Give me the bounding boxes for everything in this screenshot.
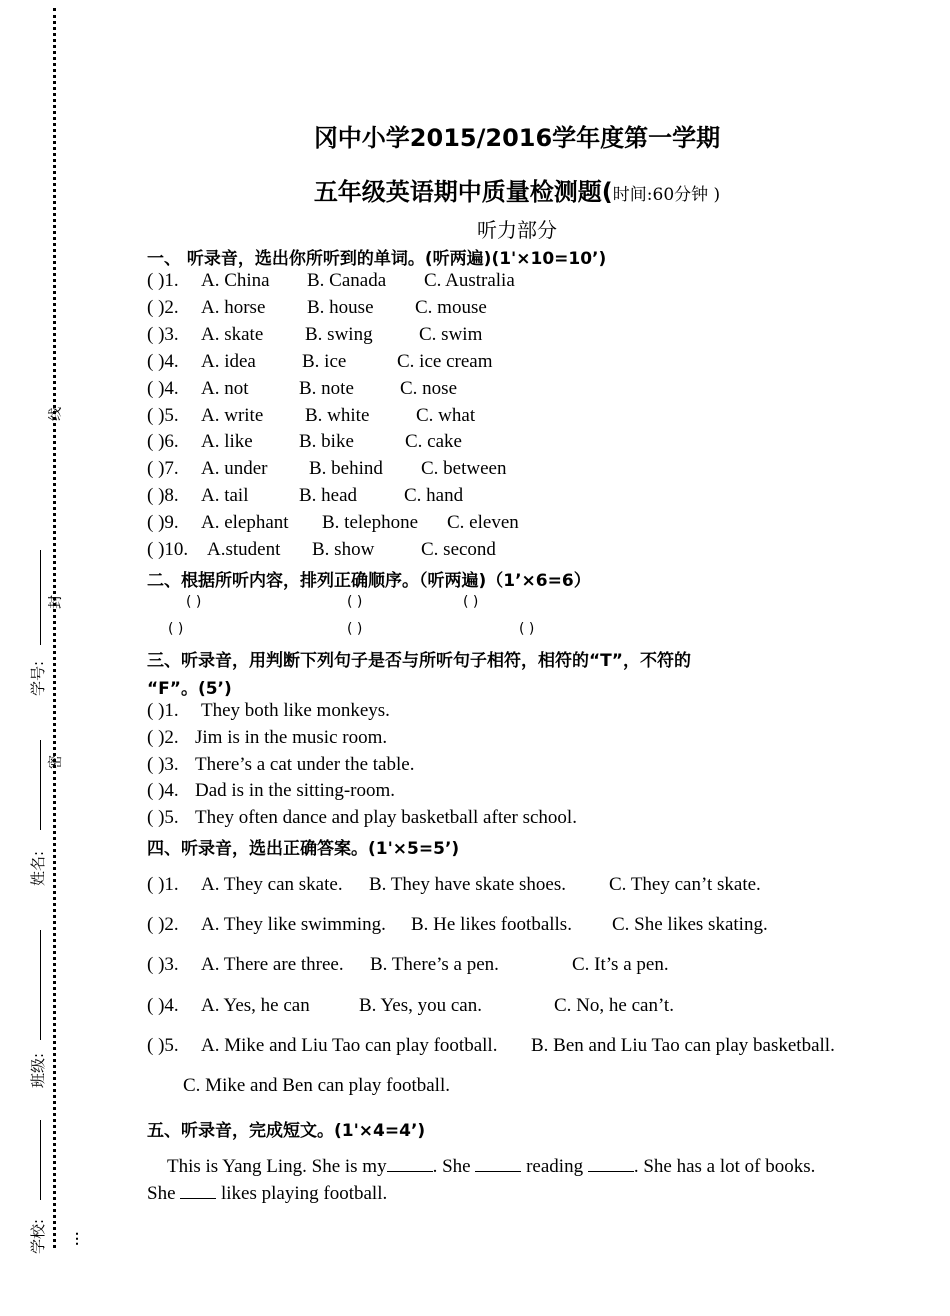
exam-title-line2: [147, 172, 887, 207]
answer-paren[interactable]: ( )5.: [147, 404, 179, 426]
seal-line-char: 线: [48, 407, 64, 421]
option-a: A. China: [201, 270, 270, 291]
option-c: C. hand: [404, 485, 464, 507]
option-c: C. ice cream: [397, 350, 493, 372]
answer-paren[interactable]: ( )5.: [147, 1034, 179, 1056]
answer-paren[interactable]: ( )2.: [147, 726, 179, 748]
option-c: C. Mike and Ben can play football.: [183, 1074, 450, 1096]
option-c: C. mouse: [415, 296, 487, 318]
passage-text-4: . She has a lot of books.: [633, 1156, 816, 1177]
passage-blank-3[interactable]: [588, 1155, 634, 1172]
option-a: A.student: [207, 539, 281, 560]
exam-title-line1: 冈中小学2015/2016学年度第一学期: [313, 124, 721, 152]
section3-heading-line2: “F”。(5’): [147, 679, 232, 699]
order-blank-6[interactable]: ( ): [519, 621, 535, 637]
listening-part-title: 听力部分: [477, 218, 557, 242]
passage-blank-1[interactable]: [387, 1155, 433, 1172]
statement: They both like monkeys.: [201, 700, 390, 721]
class-label: 班级:: [29, 1052, 48, 1089]
option-b: B. He likes footballs.: [411, 914, 572, 936]
answer-paren[interactable]: ( )4.: [147, 377, 179, 399]
option-c: C. They can’t skate.: [609, 874, 761, 895]
option-b: B. There’s a pen.: [370, 954, 499, 976]
answer-paren[interactable]: ( )1.: [147, 270, 179, 291]
statement: Jim is in the music room.: [195, 726, 388, 748]
statement: They often dance and play basketball after school.: [195, 807, 577, 829]
option-c: C. No, he can’t.: [554, 994, 674, 1016]
option-b: B. Canada: [307, 270, 387, 291]
option-a: A. like: [201, 431, 253, 453]
option-c: C. between: [421, 458, 507, 480]
name-blank: [40, 740, 41, 830]
order-blank-3[interactable]: ( ): [463, 594, 479, 610]
option-c: C. second: [421, 539, 496, 560]
option-b: B. note: [299, 377, 354, 399]
option-a: A. under: [201, 458, 268, 480]
option-c: C. She likes skating.: [612, 914, 768, 936]
option-c: C. nose: [400, 377, 457, 399]
passage-text-5: She: [147, 1183, 181, 1204]
name-label: 姓名:: [29, 850, 48, 887]
passage-text-6: likes playing football.: [216, 1183, 388, 1204]
option-a: A. write: [201, 404, 264, 426]
option-a: A. Yes, he can: [201, 994, 310, 1016]
option-c: C. cake: [405, 431, 462, 453]
option-b: B. white: [305, 404, 370, 426]
passage-blank-2[interactable]: [475, 1155, 521, 1172]
exam-time: 时间:60分钟 ): [612, 185, 721, 205]
option-a: A. elephant: [201, 512, 289, 534]
answer-paren[interactable]: ( )3.: [147, 753, 179, 775]
answer-paren[interactable]: ( )9.: [147, 512, 179, 534]
answer-paren[interactable]: ( )6.: [147, 431, 179, 453]
option-c: C. Australia: [424, 270, 515, 291]
section2-heading: 二、根据所听内容，排列正确顺序。（听两遍)（1’×6=6）: [147, 571, 591, 591]
answer-paren[interactable]: ( )4.: [147, 994, 179, 1016]
passage-text-1: This is Yang Ling. She is my: [167, 1156, 387, 1177]
answer-paren[interactable]: ( )7.: [147, 458, 179, 480]
class-blank: [40, 930, 41, 1040]
option-a: A. tail: [201, 485, 249, 507]
answer-paren[interactable]: ( )1.: [147, 874, 179, 895]
option-c: C. swim: [419, 323, 483, 345]
option-a: A. idea: [201, 350, 256, 372]
option-a: A. There are three.: [201, 954, 344, 976]
option-b: B. behind: [309, 458, 383, 480]
answer-paren[interactable]: ( )3.: [147, 954, 179, 976]
option-c: C. what: [416, 404, 476, 426]
section1-heading: 一、 听录音，选出你所听到的单词。(听两遍)(1'×10=10’): [147, 249, 607, 269]
passage-text-3: reading: [521, 1156, 588, 1177]
statement: There’s a cat under the table.: [195, 753, 415, 775]
answer-paren[interactable]: ( )10.: [147, 539, 189, 560]
exam-title-main: 五年级英语期中质量检测题(: [313, 178, 613, 206]
answer-paren[interactable]: ( )4.: [147, 780, 179, 802]
seal-seal-char: 封: [48, 595, 64, 609]
statement: Dad is in the sitting-room.: [195, 780, 396, 802]
option-b: B. house: [307, 296, 374, 318]
answer-paren[interactable]: ( )1.: [147, 700, 179, 721]
number-label: 学号:: [29, 660, 48, 697]
answer-paren[interactable]: ( )2.: [147, 914, 179, 936]
passage-line1: [167, 1155, 815, 1178]
school-blank: [40, 1120, 41, 1200]
seal-secret-char: 密: [48, 755, 64, 769]
option-a: A. They like swimming.: [201, 914, 386, 936]
option-b: B. Ben and Liu Tao can play basketball.: [531, 1034, 835, 1056]
option-a: A. Mike and Liu Tao can play football.: [201, 1034, 498, 1056]
answer-paren[interactable]: ( )3.: [147, 323, 179, 345]
answer-paren[interactable]: ( )5.: [147, 807, 179, 829]
order-blank-5[interactable]: ( ): [347, 621, 363, 637]
binding-dotted-line: [53, 8, 56, 1248]
option-b: B. ice: [302, 350, 347, 372]
section5-heading: 五、听录音，完成短文。(1'×4=4’): [147, 1121, 426, 1141]
option-b: B. show: [312, 539, 375, 560]
answer-paren[interactable]: ( )2.: [147, 296, 179, 318]
option-b: B. head: [299, 485, 358, 507]
binding-dots-end: ⋮: [70, 1232, 84, 1247]
option-c: C. It’s a pen.: [572, 954, 669, 976]
section3-heading-line1: 三、听录音，用判断下列句子是否与所听句子相符，相符的“T”，不符的: [147, 651, 691, 671]
section4-heading: 四、听录音，选出正确答案。(1'×5=5’): [147, 839, 460, 859]
option-a: A. not: [201, 377, 249, 399]
answer-paren[interactable]: ( )8.: [147, 485, 179, 507]
passage-blank-4[interactable]: [180, 1182, 216, 1199]
passage-line2: [147, 1182, 387, 1205]
order-blank-2[interactable]: ( ): [347, 594, 363, 610]
option-b: B. bike: [299, 431, 354, 453]
option-b: B. telephone: [322, 512, 419, 534]
option-c: C. eleven: [447, 512, 519, 534]
option-a: A. skate: [201, 323, 264, 345]
option-b: B. swing: [305, 323, 373, 345]
order-blank-1[interactable]: ( ): [186, 594, 202, 610]
school-label: 学校:: [29, 1218, 48, 1255]
option-b: B. Yes, you can.: [359, 994, 482, 1016]
option-a: A. horse: [201, 296, 266, 318]
option-b: B. They have skate shoes.: [369, 874, 566, 895]
passage-text-2: . She: [432, 1156, 476, 1177]
option-a: A. They can skate.: [201, 874, 343, 895]
answer-paren[interactable]: ( )4.: [147, 350, 179, 372]
number-blank: [40, 550, 41, 645]
order-blank-4[interactable]: ( ): [168, 621, 184, 637]
